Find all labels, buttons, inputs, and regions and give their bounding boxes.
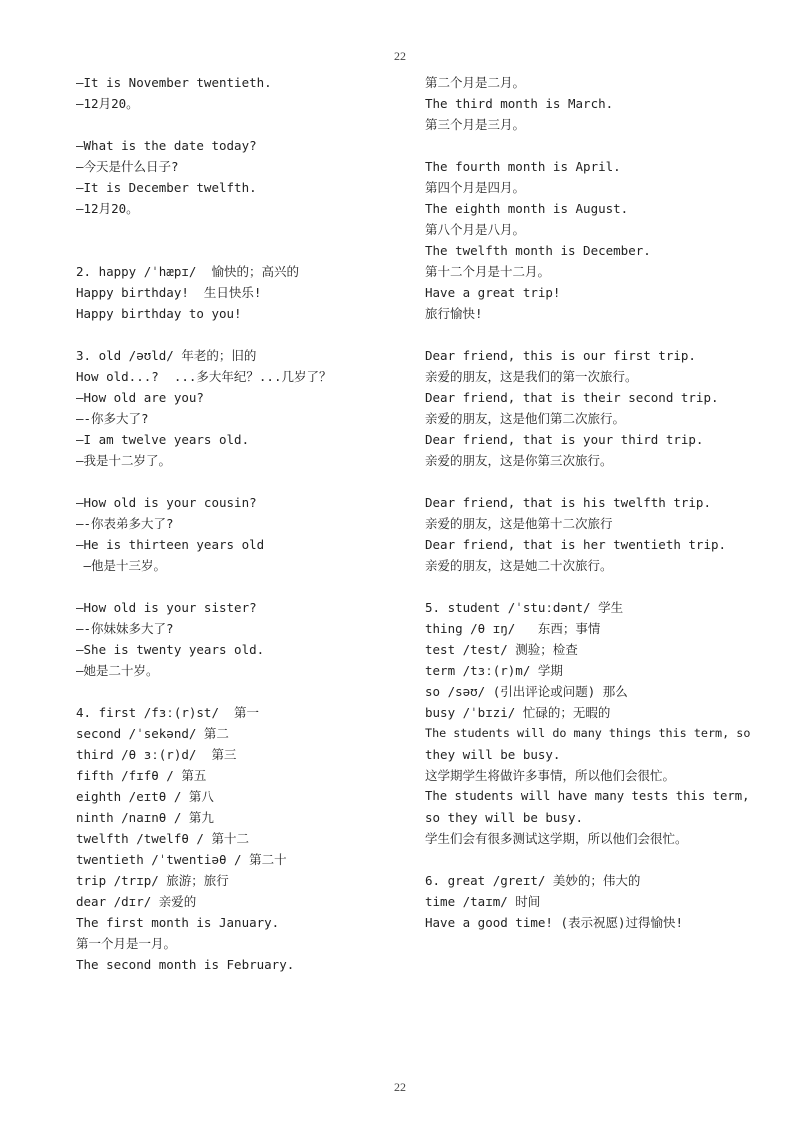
text-line	[76, 576, 396, 597]
text-line: term /tɜː(r)m/ 学期	[425, 663, 563, 678]
text-line: so /səʊ/ (引出评论或问题) 那么	[425, 684, 628, 699]
text-line: 3. old /əʊld/ 年老的；旧的	[76, 348, 257, 363]
text-line: 学生们会有很多测试这学期，所以他们会很忙。	[425, 831, 688, 846]
text-line: 这学期学生将做许多事情，所以他们会很忙。	[425, 768, 676, 783]
text-line: 第二个月是二月。	[425, 75, 526, 90]
text-line: time /taɪm/ 时间	[425, 894, 541, 909]
text-line	[425, 849, 755, 870]
text-line: twentieth /ˈtwentiəθ / 第二十	[76, 852, 287, 867]
text-line: 亲爱的朋友，这是他们第二次旅行。	[425, 411, 626, 426]
text-line: 亲爱的朋友，这是我们的第一次旅行。	[425, 369, 638, 384]
text-line: Dear friend, that is your third trip.	[425, 432, 704, 447]
text-line	[425, 135, 755, 156]
left-column	[76, 72, 396, 975]
text-line: 亲爱的朋友，这是他第十二次旅行	[425, 516, 613, 531]
text-line	[76, 219, 396, 240]
text-line: 5. student /ˈstuːdənt/ 学生	[425, 600, 624, 615]
text-line: Have a good time! (表示祝愿)过得愉快!	[425, 915, 684, 930]
text-line: 亲爱的朋友，这是你第三次旅行。	[425, 453, 613, 468]
text-line: —It is November twentieth.	[76, 75, 272, 90]
text-line: —她是二十岁。	[76, 663, 159, 678]
page-number-top: 22	[394, 49, 406, 63]
text-line: —12月20。	[76, 96, 139, 111]
text-line	[76, 324, 396, 345]
text-line: The first month is January.	[76, 915, 280, 930]
text-line: 2. happy /ˈhæpɪ/ 愉快的；高兴的	[76, 264, 299, 279]
text-line: The second month is February.	[76, 957, 295, 972]
text-line: 4. first /fɜː(r)st/ 第一	[76, 705, 260, 720]
text-line: —我是十二岁了。	[76, 453, 172, 468]
text-line	[76, 114, 396, 135]
text-line: eighth /eɪtθ / 第八	[76, 789, 214, 804]
text-line: dear /dɪr/ 亲爱的	[76, 894, 197, 909]
text-line: test /test/ 测验；检查	[425, 642, 578, 657]
text-line: Dear friend, that is his twelfth trip.	[425, 495, 711, 510]
text-line: How old...? ...多大年纪？...几岁了？	[76, 369, 332, 384]
text-line	[76, 240, 396, 261]
text-line: —-你妹妹多大了?	[76, 621, 174, 636]
text-line: —How old are you?	[76, 390, 204, 405]
text-line: Happy birthday! 生日快乐!	[76, 285, 262, 300]
text-line	[76, 681, 396, 702]
text-line: —He is thirteen years old	[76, 537, 265, 552]
text-line: The twelfth month is December.	[425, 243, 651, 258]
text-line: Have a great trip!	[425, 285, 561, 300]
text-line: ninth /naɪnθ / 第九	[76, 810, 214, 825]
right-column	[425, 72, 755, 933]
text-line: —What is the date today?	[76, 138, 257, 153]
text-line: busy /ˈbɪzi/ 忙碌的；无暇的	[425, 705, 611, 720]
page-number-bottom: 22	[394, 1080, 406, 1094]
text-line: —It is December twelfth.	[76, 180, 257, 195]
text-line: 第四个月是四月。	[425, 180, 526, 195]
text-line: The students will have many tests this term,	[425, 789, 750, 803]
text-line: 6. great /greɪt/ 美妙的；伟大的	[425, 873, 641, 888]
text-line: trip /trɪp/ 旅游；旅行	[76, 873, 229, 888]
text-line: 第八个月是八月。	[425, 222, 526, 237]
text-line: The students will do many things this term, so	[425, 726, 751, 740]
text-line: —How old is your cousin?	[76, 495, 257, 510]
text-line: The third month is March.	[425, 96, 614, 111]
text-line: The eighth month is August.	[425, 201, 629, 216]
text-line: second /ˈsekənd/ 第二	[76, 726, 229, 741]
text-line: fifth /fɪfθ / 第五	[76, 768, 207, 783]
text-line: Happy birthday to you!	[76, 306, 242, 321]
text-line: —-你多大了?	[76, 411, 149, 426]
text-line: Dear friend, that is their second trip.	[425, 390, 719, 405]
text-line	[76, 471, 396, 492]
text-line: —I am twelve years old.	[76, 432, 250, 447]
text-line: —How old is your sister?	[76, 600, 257, 615]
text-line: 第十二个月是十二月。	[425, 264, 551, 279]
text-line: 旅行愉快!	[425, 306, 483, 321]
text-line: —-你表弟多大了?	[76, 516, 174, 531]
text-line	[425, 576, 755, 597]
text-line: so they will be busy.	[425, 810, 584, 825]
text-line: —12月20。	[76, 201, 139, 216]
text-line	[425, 324, 755, 345]
text-line: they will be busy.	[425, 747, 561, 762]
text-line	[425, 471, 755, 492]
text-line: 亲爱的朋友，这是她二十次旅行。	[425, 558, 613, 573]
text-line: —今天是什么日子?	[76, 159, 179, 174]
text-line: twelfth /twelfθ / 第十二	[76, 831, 249, 846]
text-line: third /θ ɜː(r)d/ 第三	[76, 747, 237, 762]
text-line: 第三个月是三月。	[425, 117, 526, 132]
text-line: Dear friend, that is her twentieth trip.	[425, 537, 727, 552]
text-line: —She is twenty years old.	[76, 642, 265, 657]
text-line: —他是十三岁。	[76, 558, 167, 573]
text-line: Dear friend, this is our first trip.	[425, 348, 696, 363]
text-line: 第一个月是一月。	[76, 936, 177, 951]
text-line: The fourth month is April.	[425, 159, 621, 174]
text-line: thing /θ ɪŋ/ 东西；事情	[425, 621, 601, 636]
